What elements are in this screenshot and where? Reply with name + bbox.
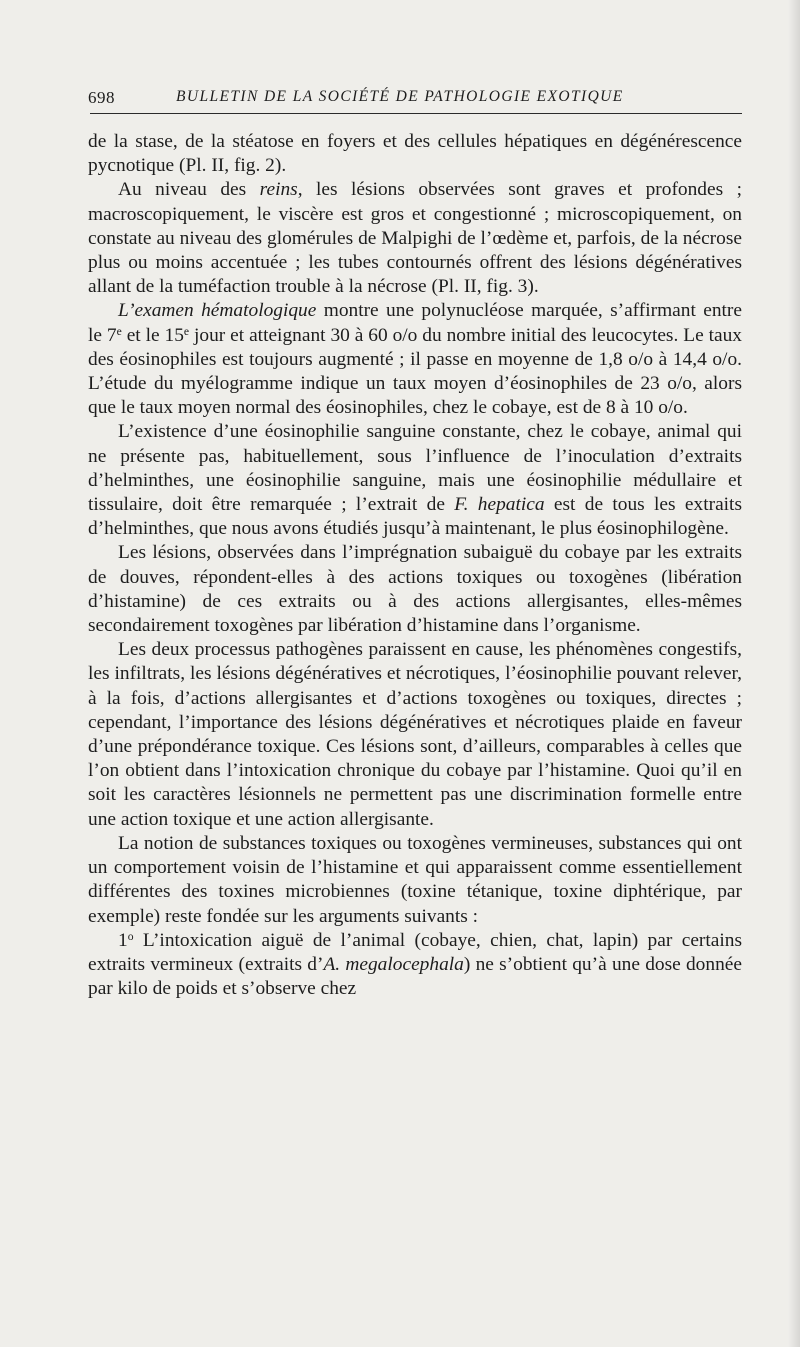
article-body <box>88 130 742 1001</box>
paragraph-acute-intoxication: 1$^o$ L’intoxication aiguë de l’animal (cobaye, chien, chat, lapin) par certains extraits vermineux (extraits d’A. megalocephala) ne s’obtient qu’à une dose donnée par kilo de poids et s’observe chez <box>88 929 742 1000</box>
running-title: BULLETIN DE LA SOCIÉTÉ DE PATHOLOGIE EXOTIQUE <box>176 88 624 105</box>
paragraph-toxic-substances: La notion de substances toxiques ou toxogènes vermineuses, substances qui ont un comportement voisin de l’histamine et qui apparaissent comme essentiellement différentes des toxines microbiennes (toxine tétanique, toxine diphtérique, par exemple) reste fondée sur les arguments suivants : <box>88 832 742 927</box>
paragraph-lesions-question: Les lésions, observées dans l’imprégnation subaiguë du cobaye par les extraits de douves, répondent-elles à des actions toxiques ou toxogènes (libération d’histamine) de ces extraits ou à des actions allergisantes, elles-mêmes secondairement toxogènes par libération d’histamine dans l’organisme. <box>88 542 742 637</box>
paragraph-liver-continuation: de la stase, de la stéatose en foyers et des cellules hépatiques en dégénérescence pycnotique (Pl. II, fig. 2). <box>88 131 742 177</box>
emphasis-a-megalocephala: A. megalocephala <box>323 953 464 975</box>
superscript-o: o <box>127 929 134 943</box>
superscript-e: e <box>183 324 190 338</box>
paragraph-hematology: L’examen hématologique montre une polynucléose marquée, s’affirmant entre le 7e et le 15e jour et atteignant 30 à 60 o/o du nombre initial des leucocytes. Le taux des éosinophiles est toujours augmenté ; il passe en moyenne de 1,8 o/o à 14,4 o/o. L’étude du myélogramme indique un taux moyen d’éosinophiles de 23 o/o, alors que le taux moyen normal des éosinophiles, chez le cobaye, est de 8 à 10 o/o. <box>88 300 742 419</box>
page-number: 698 <box>88 88 115 107</box>
emphasis-examen-hematologique: L’examen hématologique <box>118 300 317 322</box>
page-edge-shadow <box>788 0 800 1347</box>
paragraph-pathogenic-processes: Les deux processus pathogènes paraissent en cause, les phénomènes congestifs, les infiltrats, les lésions dégénératives et nécrotiques, l’éosinophilie pouvant relever, à la fois, d’actions allergisantes et d’actions toxogènes ou toxiques, directes ; cependant, l’importance des lésions dégénératives et nécrotiques plaide en faveur d’une prépondérance toxique. Ces lésions sont, d’ailleurs, comparables à celles que l’on obtient dans l’intoxication chronique du cobaye par l’histamine. Quoi qu’il en soit les caractères lésionnels ne permettent pas une discrimination formelle entre une action toxique et une action allergisante. <box>88 639 742 830</box>
running-header <box>88 86 746 112</box>
paragraph-eosinophilia: L’existence d’une éosinophilie sanguine constante, chez le cobaye, animal qui ne présente pas, habituellement, sous l’influence de l’inoculation d’extraits d’helminthes, une éosinophilie sanguine, mais une éosinophilie médullaire et tissulaire, doit être remarquée ; l’extrait de F. hepatica est de tous les extraits d’helminthes, que nous avons étudiés jusqu’à maintenant, le plus éosinophilogène. <box>88 421 742 540</box>
header-rule <box>90 113 742 114</box>
superscript-e: e <box>116 324 122 338</box>
emphasis-f-hepatica: F. hepatica <box>454 494 545 516</box>
paragraph-kidneys: Au niveau des reins, les lésions observées sont graves et profondes ; macroscopiquement, le viscère est gros et congestionné ; microscopiquement, on constate au niveau des glomérules de Malpighi de l’œdème et, parfois, de la nécrose plus ou moins accentuée ; les tubes contournés offrent des lésions dégénératives allant de la tuméfaction trouble à la nécrose (Pl. II, fig. 3). <box>88 179 743 298</box>
emphasis-reins: reins <box>259 179 298 201</box>
